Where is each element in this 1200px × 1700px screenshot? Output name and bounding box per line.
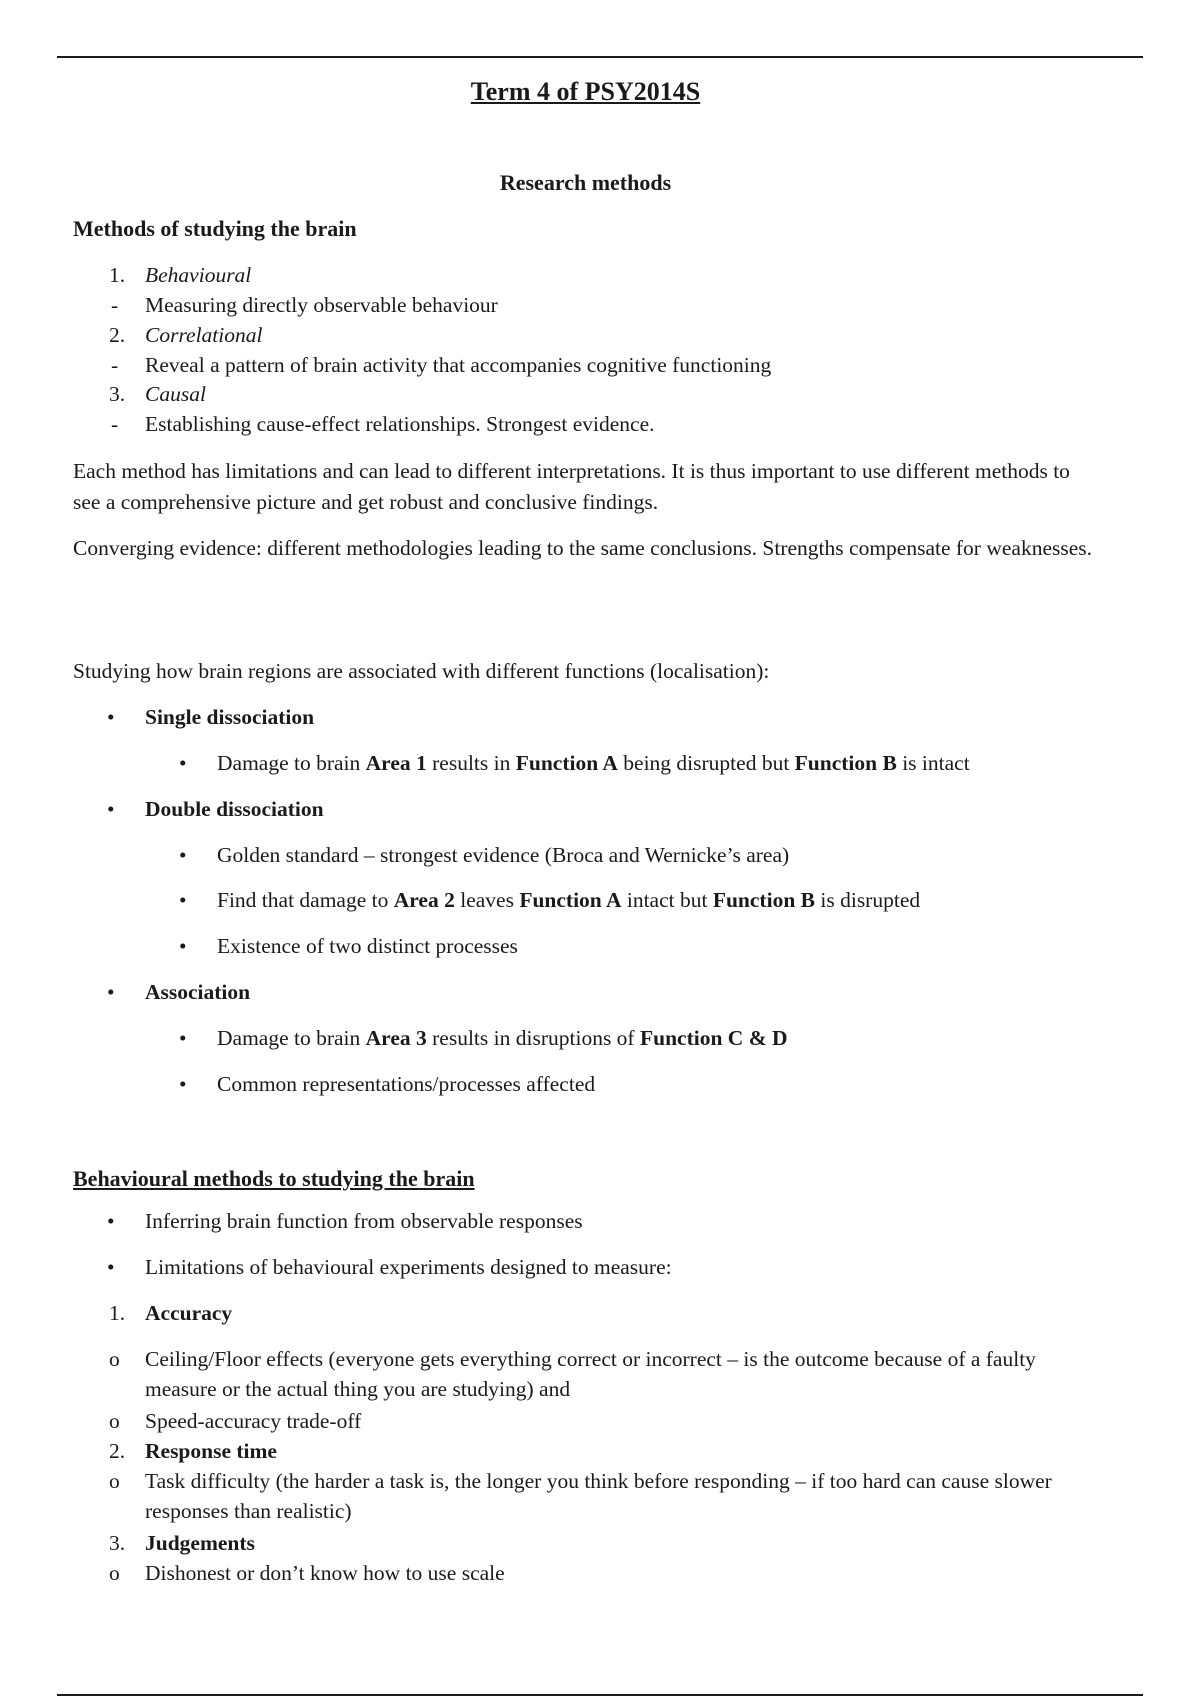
behavioural-heading: Behavioural methods to studying the brain xyxy=(73,1166,475,1191)
methods-heading: Methods of studying the brain xyxy=(73,216,357,241)
document-title: Term 4 of PSY2014S xyxy=(470,77,701,106)
bottom-rule xyxy=(57,1694,1143,1696)
localisation-intro: Studying how brain regions are associated with different functions (localisation): xyxy=(73,659,770,683)
association-heading: Association xyxy=(145,980,251,1004)
top-rule xyxy=(57,56,1143,58)
methods-paragraph-converging: Converging evidence: different methodologies leading to the same conclusions. Strengths compensate for weaknesses. xyxy=(73,536,1093,560)
document-page: Term 4 of PSY2014S Research methods Methods of studying the brain 1. Behavioural - Measuring directly observable behaviour 2. Correlational - Reveal a pattern of brain activity that accompanies cognitive functioning 3. Causal - Establishing cause-effect relationships. Strongest evidence. Each method has limitations and can lead to different interpretations. It is thus important to use different methods to see a comprehensive picture and get robust and conclusive findings. Converging evidence: different methodologies leading to the same conclusions. Strengths compensate for weaknesses. Studying how brain regions are associated with different functions (localisation): • Single dissociation • Damage to brain Area 1 results in Function A being disrupted but Function B is intact • Double dissociation • Golden standard – strongest evidence (Broca and Wernicke’s area) • Find that damage to Area 2 leaves Function A intact but Function B is disrupted • Existence of two distinct processes • Association • Damage to brain Area 3 results in disruptions of Function C & D • Common representations/processes affected Behavioural methods to studying the brain • Inferring brain function from observable responses • Limitations of behavioural experiments designed to measure: 1. Accuracy o Ceiling/Floor effects (everyone gets everything correct or incorrect – is the outcome because of a faulty measure or the actual thing you are studying) and o Speed-accuracy trade-off 2. Response time o Task difficulty (the harder a task is, the longer you think before responding – if too hard can cause slower responses than realistic) 3. Judgements o Dishonest or don’t know how to use scale xyxy=(73,72,1098,112)
single-dissociation-heading: Single dissociation xyxy=(145,705,315,729)
section-title: Research methods xyxy=(499,170,672,195)
double-dissociation-heading: Double dissociation xyxy=(145,797,324,821)
methods-paragraph-limitations: Each method has limitations and can lead to different interpretations. It is thus important to use different methods to see a comprehensive picture and get robust and conclusive findings. xyxy=(73,459,1070,514)
